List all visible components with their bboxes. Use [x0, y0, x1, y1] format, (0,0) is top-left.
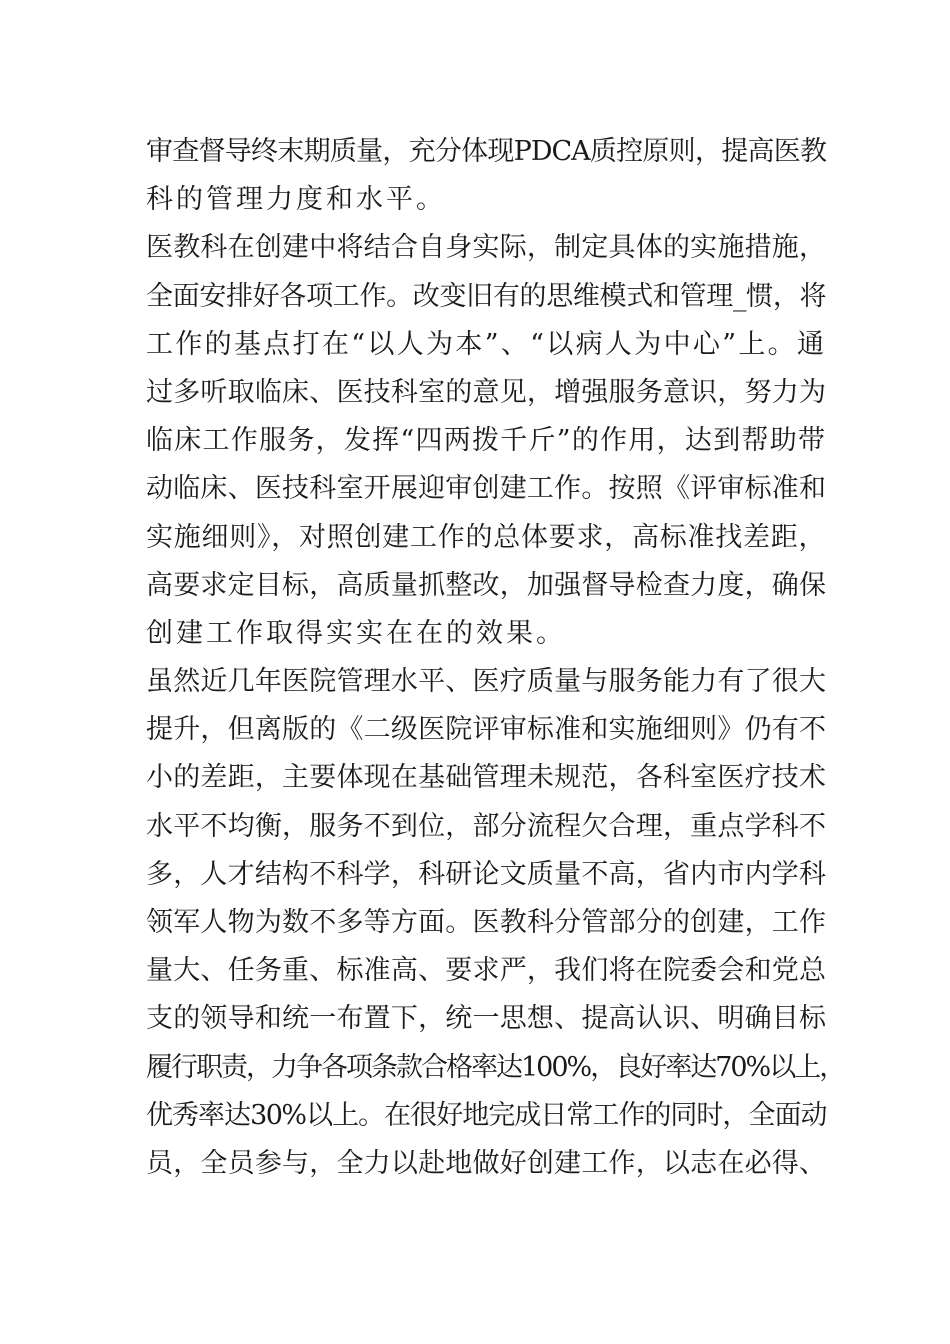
text-line: 提升，但离版的《二级医院评审标准和实施细则》仍有不: [146, 714, 826, 746]
text-line: 支的领导和统一布置下，统一思想、提高认识、明确目标: [146, 1003, 826, 1035]
text-line: 临床工作服务，发挥“四两拨千斤”的作用，达到帮助带: [146, 425, 826, 457]
text-line: 审查督导终末期质量，充分体现PDCA质控原则，提高医教: [146, 136, 826, 167]
text-line: 优秀率达30%以上。在很好地完成日常工作的同时，全面动: [146, 1099, 826, 1131]
document-body: [146, 128, 845, 1188]
text-line: 小的差距，主要体现在基础管理未规范，各科室医疗技术: [146, 762, 826, 794]
text-line: 医教科在创建中将结合自身实际，制定具体的实施措施，: [146, 232, 826, 264]
text-line: 高要求定目标，高质量抓整改，加强督导检查力度，确保: [146, 569, 826, 601]
text-line: 创建工作取得实实在在的效果。: [146, 617, 566, 649]
text-line: 过多听取临床、医技科室的意见，增强服务意识，努力为: [146, 376, 826, 408]
text-line: 科的管理力度和水平。: [146, 184, 446, 216]
text-line: 全面安排好各项工作。改变旧有的思维模式和管理_惯，将: [146, 280, 826, 312]
text-line: 履行职责，力争各项条款合格率达100%，良好率达70%以上，: [146, 1051, 845, 1083]
text-line: 虽然近几年医院管理水平、医疗质量与服务能力有了很大: [146, 666, 826, 698]
text-line: 工作的基点打在“以人为本”、“以病人为中心”上。通: [146, 328, 826, 360]
text-line: 动临床、医技科室开展迎审创建工作。按照《评审标准和: [146, 473, 826, 505]
text-line: 水平不均衡，服务不到位，部分流程欠合理，重点学科不: [146, 810, 826, 842]
text-line: 领军人物为数不多等方面。医教科分管部分的创建，工作: [146, 907, 826, 938]
text-line: 员，全员参与，全力以赴地做好创建工作，以志在必得、: [146, 1147, 826, 1179]
text-line: 实施细则》，对照创建工作的总体要求，高标准找差距，: [146, 521, 826, 553]
text-line: 量大、任务重、标准高、要求严，我们将在院委会和党总: [146, 955, 826, 987]
text-line: 多，人才结构不科学，科研论文质量不高，省内市内学科: [146, 858, 826, 890]
